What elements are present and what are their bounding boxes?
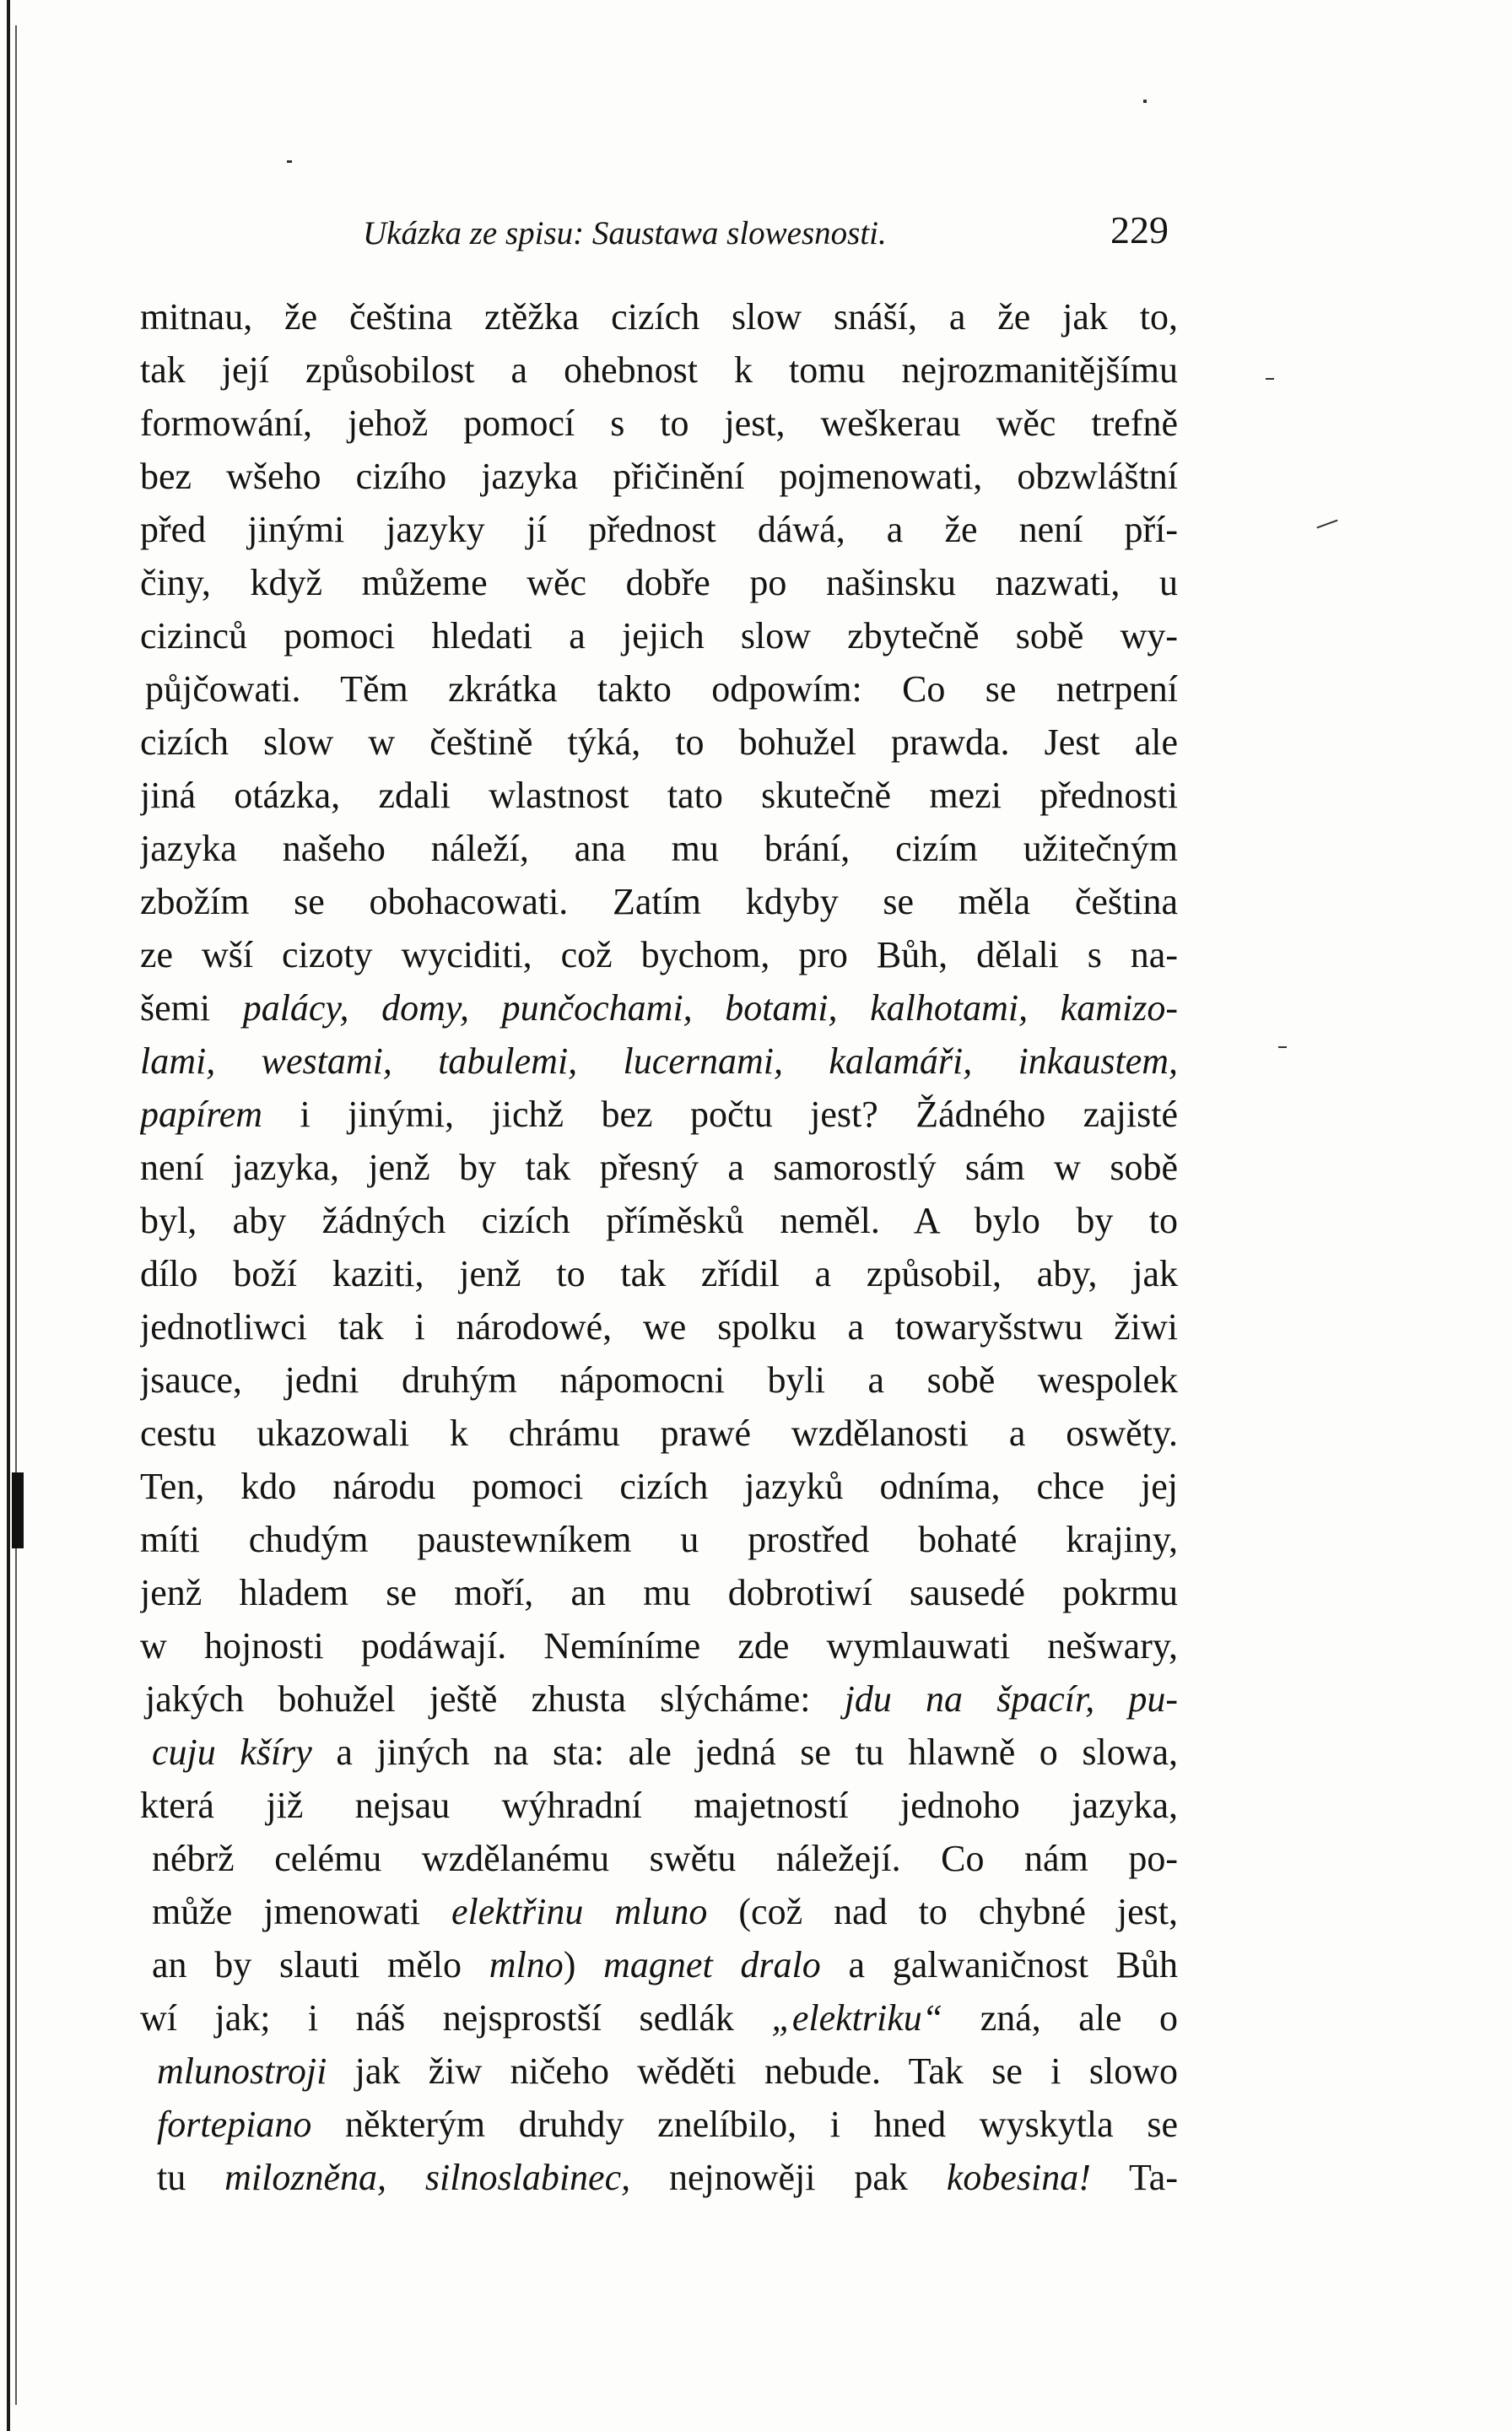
text-run: Ta-: [1090, 2157, 1178, 2198]
speck: [1316, 520, 1337, 529]
text-line: [140, 1035, 1178, 1088]
italic-text-run: lami, westami, tabulemi, lucernami, kalamáři, inkaustem,: [140, 1040, 1178, 1082]
text-line: [140, 1991, 1178, 2045]
text-run: půjčowati. Těm zkrátka takto odpowím: Co se netrpení: [145, 668, 1178, 710]
text-run: může jmenowati: [152, 1891, 452, 1932]
italic-text-run: papírem: [140, 1094, 263, 1135]
text-line: [140, 609, 1178, 662]
text-line: [140, 1513, 1178, 1566]
italic-text-run: kobesina!: [946, 2157, 1091, 2198]
text-run: šemi: [140, 987, 243, 1029]
text-run: formowání, jehož pomocí s to jest, weškerau wěc trefně: [140, 402, 1178, 444]
text-line: [140, 822, 1178, 875]
running-header: [363, 208, 1169, 257]
text-run: dílo boží kaziti, jenž to tak zřídil a způsobil, aby, jak: [140, 1253, 1178, 1294]
speck: [287, 160, 292, 163]
text-line: [140, 662, 1178, 716]
speck: [1266, 378, 1274, 380]
text-line: [140, 875, 1178, 928]
text-run: nébrž celému wzdělanému swětu náležejí. Co nám po-: [152, 1838, 1178, 1879]
italic-text-run: „elektriku“: [771, 1997, 943, 2039]
text-run: jednotliwci tak i národowé, we spolku a towaryšstwu žiwi: [140, 1306, 1178, 1348]
text-run: an by slauti mělo: [152, 1944, 489, 1985]
text-run: míti chudým paustewníkem u prostřed bohaté krajiny,: [140, 1519, 1178, 1560]
text-line: [140, 1566, 1178, 1619]
italic-text-run: elektřinu mluno: [451, 1891, 708, 1932]
text-line: [140, 450, 1178, 503]
text-run: cizích slow w češtině týká, to bohužel prawda. Jest ale: [140, 721, 1178, 763]
binding-shadow: [15, 25, 17, 2405]
text-run: a galwaničnost Bůh: [820, 1944, 1178, 1985]
italic-text-run: fortepiano: [157, 2104, 312, 2145]
text-line: [140, 716, 1178, 769]
text-run: tak její způsobilost a ohebnost k tomu nejrozmanitějšímu: [140, 349, 1178, 391]
text-run: nejnowěji pak: [630, 2157, 947, 2198]
text-run: mitnau, že čeština ztěžka cizích slow snáší, a že jak to,: [140, 296, 1178, 338]
binding-notch: [12, 1472, 24, 1548]
text-line: [140, 1779, 1178, 1832]
text-run: jiná otázka, zdali wlastnost tato skutečně mezi přednosti: [140, 775, 1178, 816]
italic-text-run: cuju kšíry: [152, 1731, 312, 1773]
text-run: jsauce, jedni druhým nápomocni byli a sobě wespolek: [140, 1359, 1178, 1401]
text-run: a jiných na sta: ale jedná se tu hlawně o slowa,: [311, 1731, 1178, 1773]
text-run: tu: [157, 2157, 225, 2198]
text-run: i jinými, jichž bez počtu jest? Žádného zajisté: [262, 1094, 1178, 1135]
text-line: [140, 1247, 1178, 1300]
text-run: jazyka našeho náleží, ana mu brání, cizím užitečným: [140, 828, 1178, 869]
text-line: [140, 397, 1178, 450]
text-line: [140, 769, 1178, 822]
italic-text-run: jdu na špacír, pu-: [844, 1678, 1178, 1720]
text-run: w hojnosti podáwají. Nemíníme zde wymlauwati nešwary,: [140, 1625, 1178, 1667]
text-line: [140, 1194, 1178, 1247]
text-line: [140, 343, 1178, 397]
text-run: cizinců pomoci hledati a jejich slow zbytečně sobě wy-: [140, 615, 1178, 656]
text-line: [140, 981, 1178, 1035]
running-head: Ukázka ze spisu: Saustawa slowesnosti.: [363, 215, 887, 251]
text-run: byl, aby žádných cizích příměsků neměl. A bylo by to: [140, 1200, 1178, 1241]
text-line: [140, 1672, 1178, 1726]
text-run: činy, když můžeme wěc dobře po našinsku nazwati, u: [140, 562, 1178, 603]
text-run: (což nad to chybné jest,: [707, 1891, 1178, 1932]
text-run: ze wší cizoty wyciditi, což bychom, pro Bůh, dělali s na-: [140, 934, 1178, 975]
text-line: [140, 1088, 1178, 1141]
text-line: [140, 2045, 1178, 2098]
text-line: [140, 1141, 1178, 1194]
italic-text-run: palácy, domy, punčochami, botami, kalhotami, kamizo-: [242, 987, 1178, 1029]
text-line: [140, 2151, 1178, 2204]
text-run: wí jak; i náš nejsprostší sedlák: [140, 1997, 772, 2039]
text-run: jenž hladem se moří, an mu dobrotiwí sausedé pokrmu: [140, 1572, 1178, 1613]
text-run: před jinými jazyky jí přednost dáwá, a že není pří-: [140, 509, 1178, 550]
text-line: [140, 1619, 1178, 1672]
page-number: 229: [1110, 208, 1169, 251]
text-line: [140, 1407, 1178, 1460]
text-run: zbožím se obohacowati. Zatím kdyby se měla čeština: [140, 881, 1178, 922]
text-line: [140, 1832, 1178, 1885]
text-run: jakých bohužel ještě zhusta slýcháme:: [145, 1678, 845, 1720]
text-line: [140, 1726, 1178, 1779]
binding-edge: [7, 0, 10, 2431]
text-line: [140, 1300, 1178, 1353]
text-run: zná, ale o: [942, 1997, 1178, 2039]
text-line: [140, 2098, 1178, 2151]
text-line: [140, 1460, 1178, 1513]
speck: [1143, 100, 1147, 103]
text-run: není jazyka, jenž by tak přesný a samorostlý sám w sobě: [140, 1147, 1178, 1188]
text-run: bez wšeho cizího jazyka přičinění pojmenowati, obzwláštní: [140, 456, 1178, 497]
text-line: [140, 290, 1178, 343]
text-run: jak žiw ničeho wěděti nebude. Tak se i slowo: [327, 2050, 1178, 2092]
body-text: [140, 290, 1178, 2204]
italic-text-run: milozněna, silnoslabinec,: [224, 2157, 631, 2198]
italic-text-run: mlno: [489, 1944, 564, 1985]
text-run: která již nejsau wýhradní majetností jednoho jazyka,: [140, 1785, 1178, 1826]
italic-text-run: mlunostroji: [157, 2050, 327, 2092]
text-run: některým druhdy znelíbilo, i hned wyskytla se: [311, 2104, 1178, 2145]
text-line: [140, 556, 1178, 609]
speck: [1278, 1046, 1287, 1048]
italic-text-run: magnet dralo: [603, 1944, 821, 1985]
text-line: [140, 928, 1178, 981]
text-run: cestu ukazowali k chrámu prawé wzdělanosti a oswěty.: [140, 1413, 1178, 1454]
text-line: [140, 1353, 1178, 1407]
text-run: ): [563, 1944, 604, 1985]
text-line: [140, 1885, 1178, 1938]
text-line: [140, 503, 1178, 556]
text-line: [140, 1938, 1178, 1991]
text-run: Ten, kdo národu pomoci cizích jazyků odníma, chce jej: [140, 1466, 1178, 1507]
